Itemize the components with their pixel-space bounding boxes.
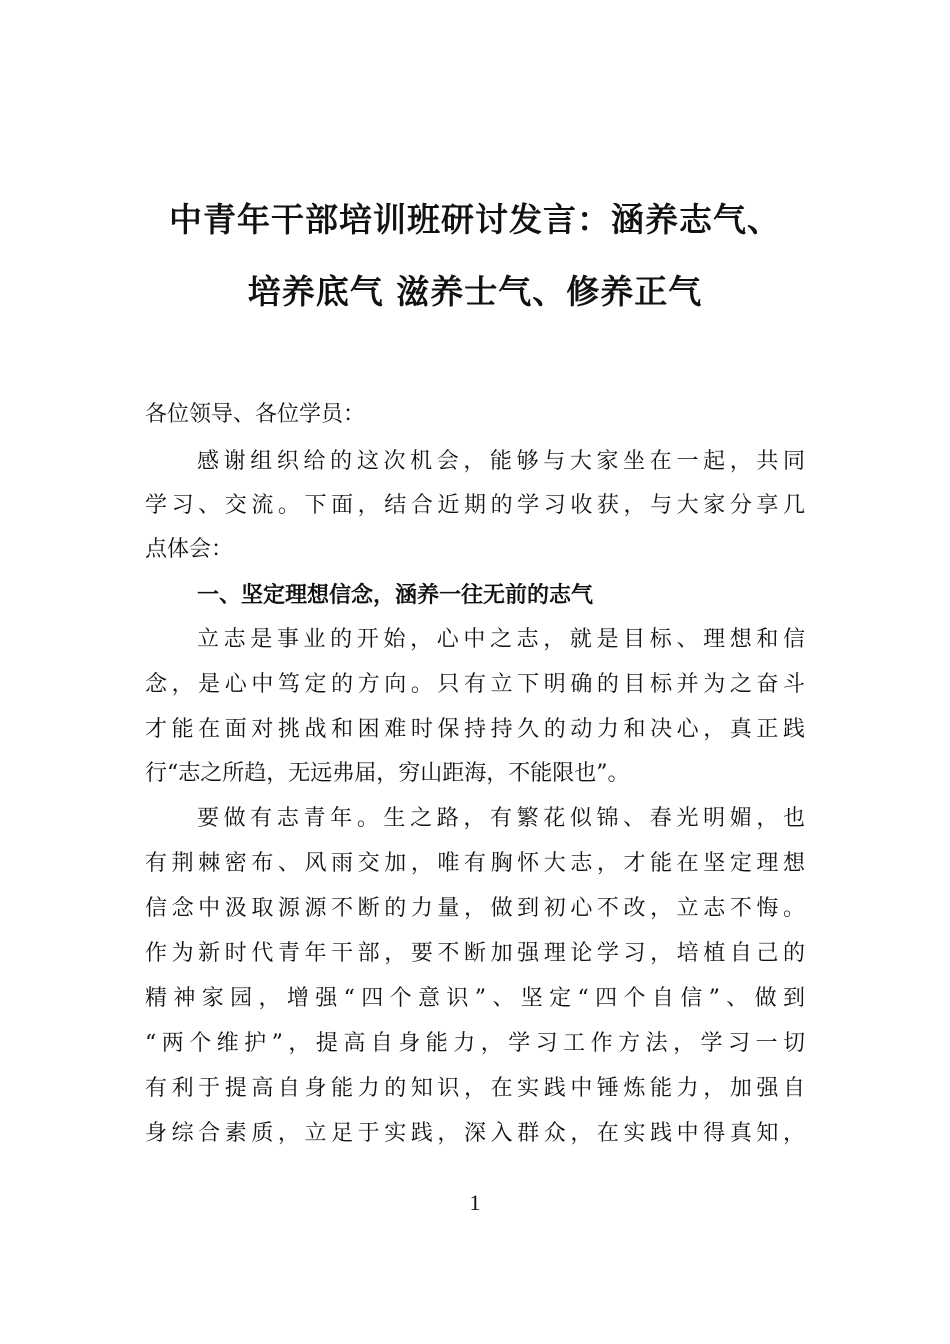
paragraph-1-line-1: 感谢组织给的这次机会，能够与大家坐在一起，共同 — [197, 449, 805, 474]
paragraph-2-line-3: 才能在面对挑战和困难时保持持久的动力和决心，真正践 — [145, 717, 805, 742]
paragraph-2-line-4: 行“志之所趋，无远弗届，穷山距海，不能限也”。 — [145, 761, 630, 786]
paragraph-1-line-3: 点体会： — [145, 537, 234, 562]
paragraph-2-line-1: 立志是事业的开始，心中之志，就是目标、理想和信 — [197, 627, 805, 652]
paragraph-3-line-1: 要做有志青年。生之路，有繁花似锦、春光明媚，也 — [197, 806, 805, 831]
paragraph-3-line-2: 有荆棘密布、风雨交加，唯有胸怀大志，才能在坚定理想 — [145, 851, 805, 876]
paragraph-3-line-3: 信念中汲取源源不断的力量，做到初心不改，立志不悔。 — [145, 896, 805, 921]
paragraph-3-line-7: 有利于提高自身能力的知识，在实践中锤炼能力，加强自 — [145, 1076, 805, 1101]
paragraph-3-line-5: 精神家园，增强“四个意识”、坚定“四个自信”、做到 — [145, 986, 805, 1011]
document-title-line-2: 培养底气 滋养士气、修养正气 — [247, 272, 703, 311]
paragraph-2-line-2: 念，是心中笃定的方向。只有立下明确的目标并为之奋斗 — [145, 672, 805, 697]
paragraph-1-line-2: 学习、交流。下面，结合近期的学习收获，与大家分享几 — [145, 493, 805, 518]
document-title-line-1: 中青年干部培训班研讨发言：涵养志气、 — [169, 200, 781, 239]
paragraph-3-line-6: “两个维护”，提高自身能力，学习工作方法，学习一切 — [145, 1031, 805, 1056]
salutation: 各位领导、各位学员： — [145, 402, 366, 427]
paragraph-3-line-4: 作为新时代青年干部，要不断加强理论学习，培植自己的 — [145, 941, 805, 966]
section-heading-1: 一、坚定理想信念，涵养一往无前的志气 — [197, 583, 594, 608]
paragraph-3-line-8: 身综合素质，立足于实践，深入群众，在实践中得真知， — [145, 1121, 805, 1146]
page-number: 1 — [469, 1190, 481, 1215]
